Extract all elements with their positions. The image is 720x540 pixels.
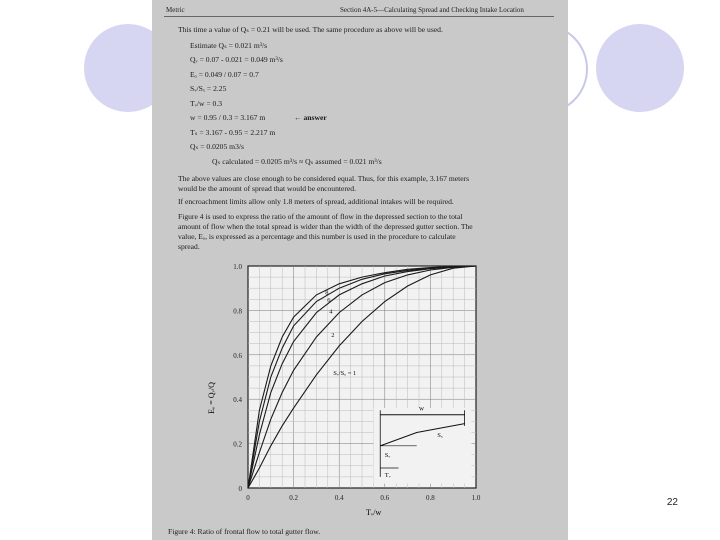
y-tick-label: 0.6 — [233, 351, 242, 360]
decor-circle-right — [596, 24, 684, 112]
y-tick-label: 0.8 — [233, 307, 242, 316]
x-tick-label: 0.8 — [426, 494, 435, 502]
header-rule — [164, 16, 554, 17]
y-tick-label: 0.2 — [233, 440, 242, 449]
y-tick-label: 0 — [238, 485, 242, 493]
step-1: Estimate Qₛ = 0.021 m³/s — [190, 41, 268, 50]
step-2: Qᵥ = 0.07 - 0.021 = 0.049 m³/s — [190, 55, 283, 64]
step-4: Sᵥ/Sₓ = 2.25 — [190, 84, 227, 93]
paragraph-3-line-2: amount of flow when the total spread is wider than the width of the depressed gutter section. The — [178, 222, 473, 231]
x-tick-label: 0.4 — [334, 494, 344, 502]
inset-sw-label: Sᵥ — [384, 451, 391, 459]
inset-w-label: w — [419, 404, 425, 413]
scanned-document-page — [152, 0, 568, 540]
header-left: Metric — [166, 6, 185, 14]
curve-label: 8 — [325, 289, 329, 297]
slide-number: 22 — [666, 497, 678, 508]
paragraph-1-line-2: would be the amount of spread that would be encountered. — [178, 184, 356, 193]
curve-label: Sᵥ/Sₓ = 1 — [333, 370, 357, 378]
step-5: Tᵥ/w = 0.3 — [190, 99, 223, 108]
step-7: Tₛ = 3.167 - 0.95 = 2.217 m — [190, 128, 276, 137]
step-9: Qₛ calculated = 0.0205 m³/s ≈ Qₛ assumed = 0.021 m³/s — [212, 157, 382, 166]
x-tick-label: 0 — [246, 494, 250, 502]
answer-label: ← answer — [294, 113, 327, 122]
step-6: w = 0.95 / 0.3 = 3.167 m — [190, 113, 266, 122]
x-tick-label: 0.2 — [289, 494, 298, 502]
y-tick-label: 1.0 — [233, 263, 242, 271]
figure-4-chart — [206, 258, 546, 520]
paragraph-2: If encroachment limits allow only 1.8 meters of spread, additional intakes will be required. — [178, 197, 454, 206]
curve-label: 4 — [329, 308, 333, 316]
step-3: Eₒ = 0.049 / 0.07 = 0.7 — [190, 70, 259, 79]
x-tick-label: 1.0 — [471, 494, 481, 502]
header-right: Section 4A-5—Calculating Spread and Checking Intake Location — [340, 6, 524, 14]
intro-text: This time a value of Qₛ = 0.21 will be used. The same procedure as above will be used. — [178, 25, 443, 34]
curve-label: 2 — [331, 332, 335, 340]
y-axis-label: Eₒ = Qᵥ/Q — [207, 382, 216, 414]
x-tick-label: 0.6 — [380, 494, 390, 502]
y-tick-label: 0.4 — [233, 396, 242, 405]
gutter-inset-diagram — [373, 405, 471, 484]
paragraph-1-line-1: The above values are close enough to be considered equal. Thus, for this example, 3.167 meters — [178, 174, 470, 183]
paragraph-3-line-1: Figure 4 is used to express the ratio of the amount of flow in the depressed section to the total — [178, 212, 463, 221]
x-axis-label: Tᵥ/w — [366, 508, 382, 517]
figure-caption: Figure 4: Ratio of frontal flow to total gutter flow. — [168, 527, 321, 536]
paragraph-3-line-4: spread. — [178, 242, 200, 251]
paragraph-3-line-3: value, Eₒ, is expressed as a percentage and this number is used in the procedure to calculate — [178, 232, 456, 241]
inset-tw-label: Tᵥ — [384, 471, 391, 479]
curve-label: 6 — [327, 297, 331, 305]
step-8: Qₛ = 0.0205 m3/s — [190, 142, 244, 151]
inset-sx-label: Sₓ — [437, 431, 443, 439]
